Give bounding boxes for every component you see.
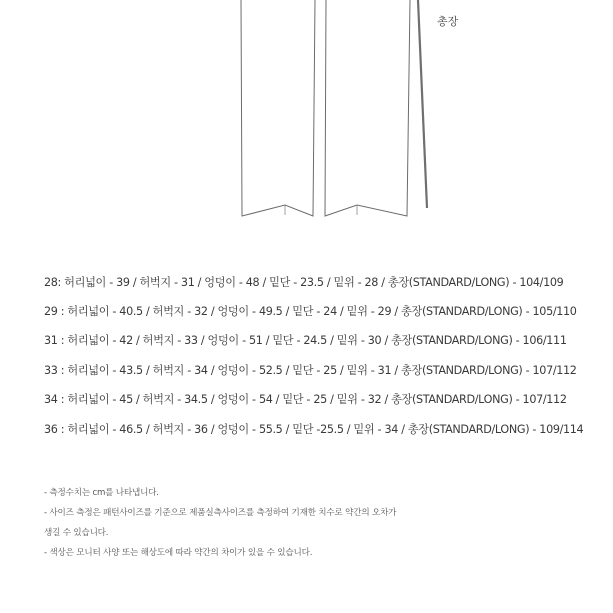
pants-illustration: [0, 0, 613, 230]
size-row-29: 29 : 허리넓이 - 40.5 / 허벅지 - 32 / 엉덩이 - 49.5 / 밑단 - 24 / 밑위 - 29 / 총장(STANDARD/LONG) - 105/110: [44, 305, 577, 318]
note-color: - 색상은 모니터 사양 또는 해상도에 따라 약간의 차이가 있을 수 있습니다.: [44, 548, 313, 558]
size-row-34: 34 : 허리넓이 - 45 / 허벅지 - 34.5 / 엉덩이 - 54 / 밑단 - 25 / 밑위 - 32 / 총장(STANDARD/LONG) - 107/112: [44, 393, 567, 406]
size-row-31: 31 : 허리넓이 - 42 / 허벅지 - 33 / 엉덩이 - 51 / 밑단 - 24.5 / 밑위 - 30 / 총장(STANDARD/LONG) - 106/111: [44, 334, 567, 347]
size-row-33: 33 : 허리넓이 - 43.5 / 허벅지 - 34 / 엉덩이 - 52.5 / 밑단 - 25 / 밑위 - 31 / 총장(STANDARD/LONG) - 107/112: [44, 364, 577, 377]
right-leg-outline: [325, 0, 410, 216]
left-leg-outline: [241, 0, 315, 216]
note-method: - 사이즈 측정은 패턴사이즈를 기준으로 제품실측사이즈를 측정하여 기재한 치수로 약간의 오차가: [44, 508, 397, 518]
total-length-line: [418, 0, 427, 208]
size-row-28: 28: 허리넓이 - 39 / 허벅지 - 31 / 엉덩이 - 48 / 밑단 - 23.5 / 밑위 - 28 / 총장(STANDARD/LONG) - 104/109: [44, 276, 564, 289]
note-method-cont: 생길 수 있습니다.: [44, 528, 109, 538]
note-unit: - 측정수치는 cm를 나타냅니다.: [44, 488, 159, 498]
total-length-label: 총장: [437, 15, 459, 28]
size-row-36: 36 : 허리넓이 - 46.5 / 허벅지 - 36 / 엉덩이 - 55.5 / 밑단 -25.5 / 밑위 - 34 / 총장(STANDARD/LONG) - 109/114: [44, 423, 584, 436]
